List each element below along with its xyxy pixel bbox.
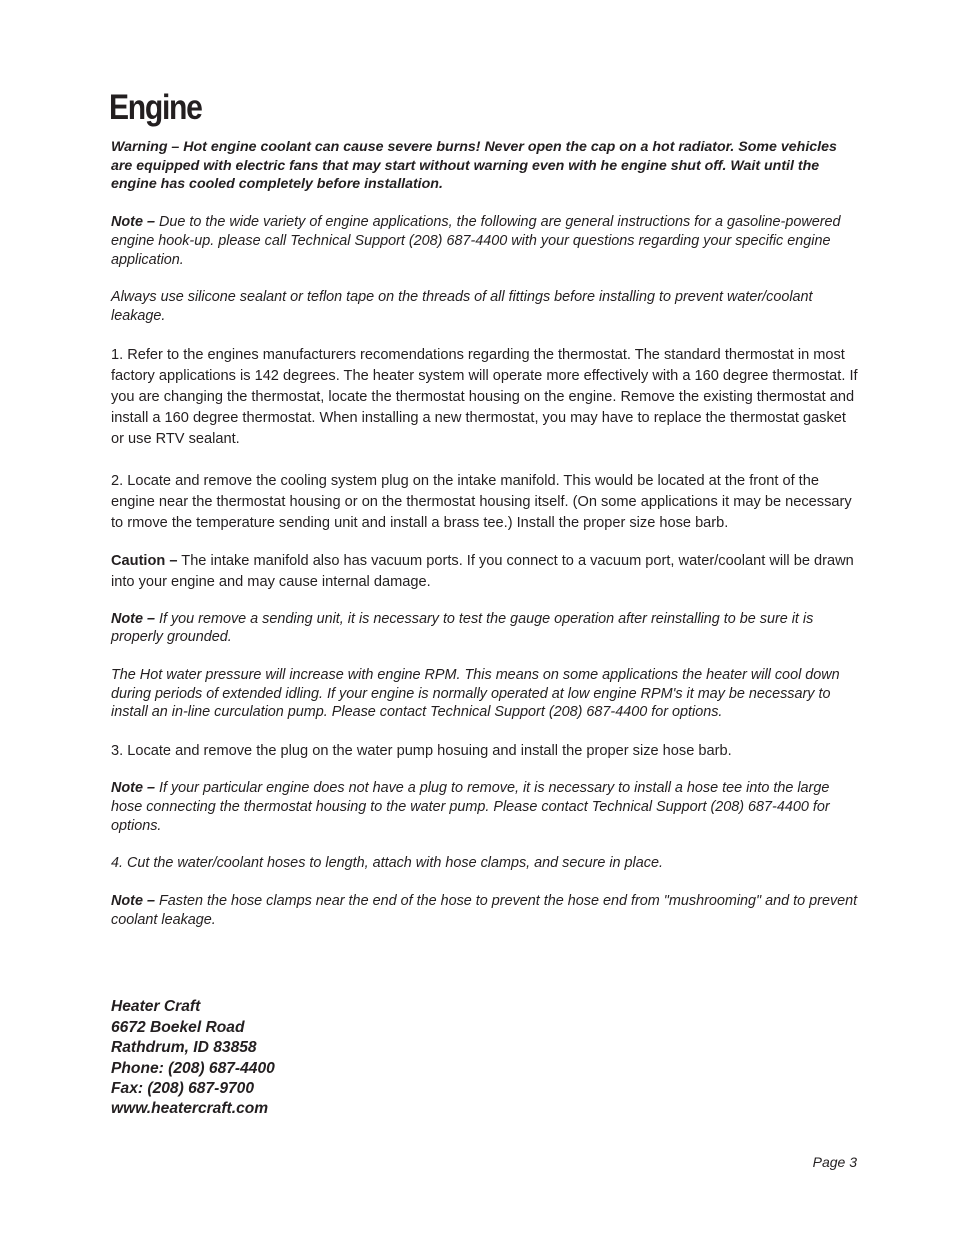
note-hose-tee bbox=[111, 779, 861, 835]
sealant-note: Always use silicone sealant or teflon tape on the threads of all fittings before installing to prevent water/coolant leakage. bbox=[111, 289, 813, 324]
note-text: Fasten the hose clamps near the end of the hose to prevent the hose end from "mushrooming" and to prevent coolant leakage. bbox=[111, 892, 858, 928]
caution-label: Caution – bbox=[111, 552, 178, 569]
warning-text: Warning – Hot engine coolant can cause severe burns! Never open the cap on a hot radiator. Some vehicles are equipped with electric fans that may start without warning even with he engine shut off. Wait until the engine has cooled completely before installation. bbox=[111, 139, 837, 193]
step-1: 1. Refer to the engines manufacturers recomendations regarding the thermostat. The standard thermostat in most factory applications is 142 degrees. The heater system will operate more effectively with a 160 degree thermostat. If you are changing the thermostat, locate the thermostat housing on the engine. Remove the existing thermostat and install a 160 degree thermostat. When installing a new thermostat, you may have to replace the thermostat gasket or use RTV sealant. bbox=[111, 346, 858, 447]
spacer bbox=[111, 948, 861, 997]
note-label: Note – bbox=[111, 780, 155, 797]
website-link[interactable]: www.heatercraft.com bbox=[111, 1100, 269, 1118]
fax-number: Fax: (208) 687-9700 bbox=[111, 1079, 255, 1097]
note-engine-applications bbox=[111, 213, 861, 269]
note-label: Note – bbox=[111, 214, 155, 231]
note-text: If you remove a sending unit, it is necessary to test the gauge operation after reinstalling to be sure it is properly grounded. bbox=[111, 610, 814, 646]
page-content bbox=[111, 88, 861, 1120]
step-4: 4. Cut the water/coolant hoses to length, attach with hose clamps, and secure in place. bbox=[111, 855, 663, 872]
company-name: Heater Craft bbox=[111, 998, 201, 1016]
phone-number: Phone: (208) 687-4400 bbox=[111, 1059, 275, 1077]
note-text: Due to the wide variety of engine applications, the following are general instructions for a gasoline-powered engine hook-up. please call Technical Support (208) 687-4400 with your questions regarding your specific engine application. bbox=[111, 214, 841, 268]
note-text: If your particular engine does not have a plug to remove, it is necessary to install a hose tee into the large hose connecting the thermostat housing to the water pump. Please contact Technical Support (208) 687-4400 for options. bbox=[111, 780, 830, 834]
note-label: Note – bbox=[111, 892, 155, 909]
page-number: Page 3 bbox=[812, 1154, 857, 1170]
caution-text: The intake manifold also has vacuum ports. If you connect to a vacuum port, water/coolant will be drawn into your engine and may cause internal damage. bbox=[111, 552, 854, 590]
step-3: 3. Locate and remove the plug on the water pump hosuing and install the proper size hose barb. bbox=[111, 743, 732, 760]
street-address: 6672 Boekel Road bbox=[111, 1018, 245, 1036]
step-2: 2. Locate and remove the cooling system plug on the intake manifold. This would be located at the front of the engine near the thermostat housing or on the thermostat housing itself. (On some applications it may be necessary to rmove the temperature sending unit and install a brass tee.) Install the proper size hose barb. bbox=[111, 472, 852, 531]
company-address-block bbox=[111, 997, 861, 1119]
note-hose-clamps bbox=[111, 892, 861, 929]
caution-vacuum-ports bbox=[111, 551, 861, 593]
note-label: Note – bbox=[111, 610, 155, 627]
page-title: Engine bbox=[109, 88, 202, 127]
note-sending-unit bbox=[111, 610, 861, 647]
city-state-zip: Rathdrum, ID 83858 bbox=[111, 1039, 257, 1057]
hot-water-pressure-note: The Hot water pressure will increase with engine RPM. This means on some applications the heater will cool down during periods of extended idling. If your engine is normally operated at low engine RPM's it may be necessary to install an in-line curculation pump. Please contact Technical Support (208) 687-4400 for options. bbox=[111, 667, 840, 721]
